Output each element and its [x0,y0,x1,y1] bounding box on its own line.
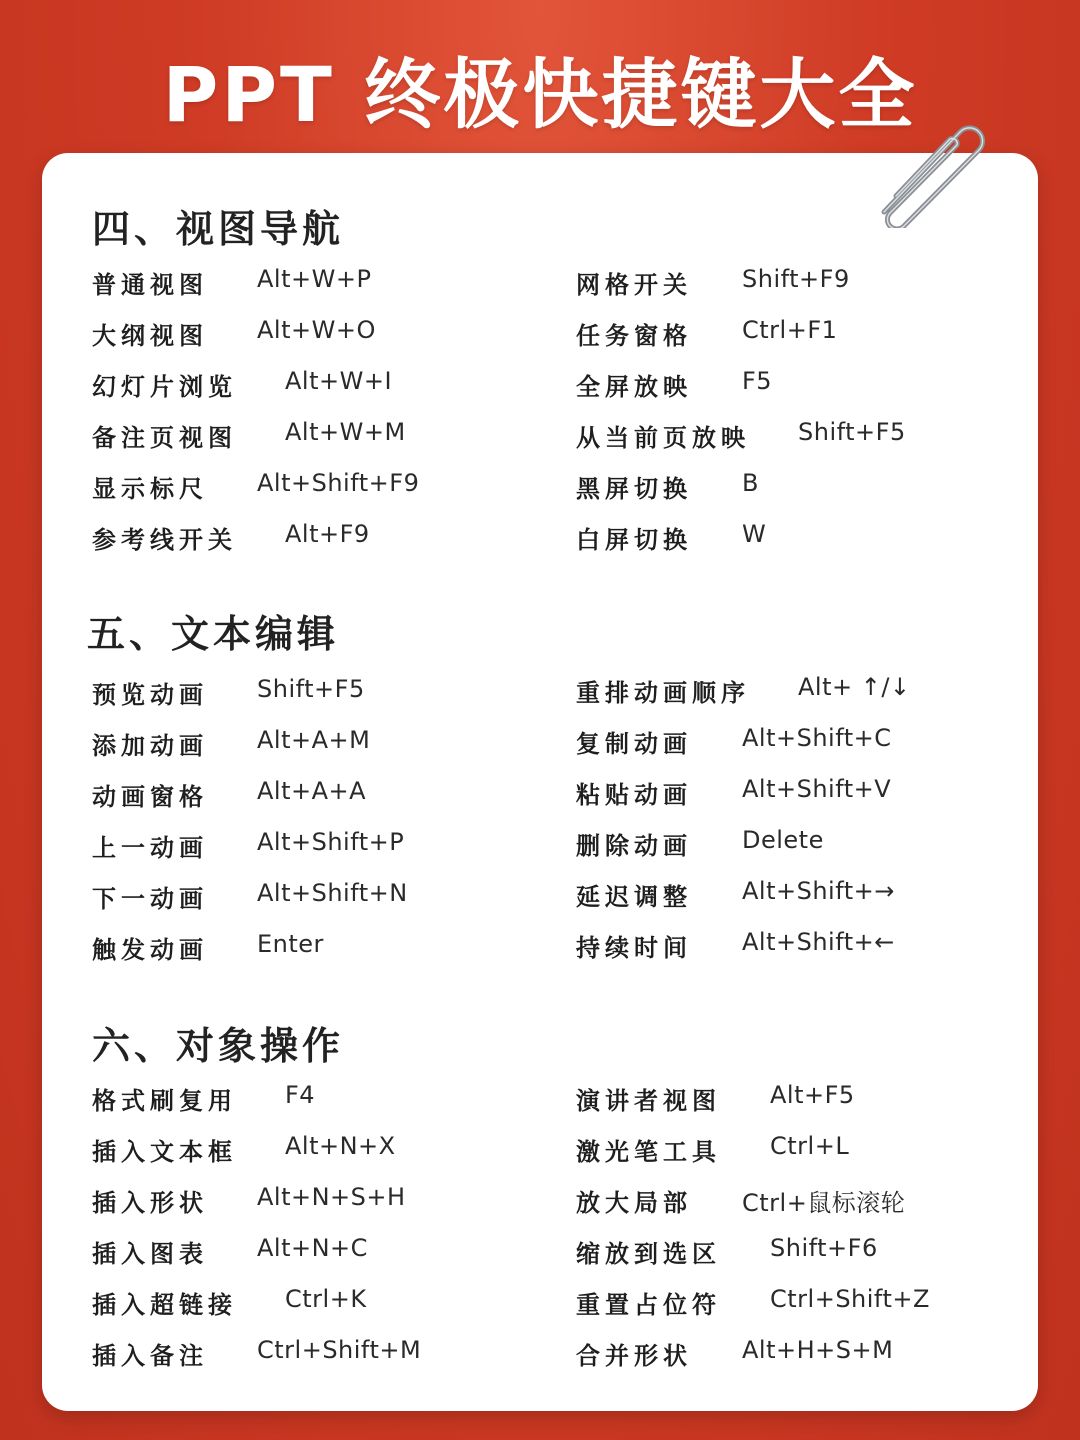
shortcut-key: Ctrl+F1 [742,316,838,344]
shortcut-key: Alt+N+X [285,1132,396,1160]
shortcut-label: 复制动画 [576,729,692,758]
shortcut-key: Delete [742,826,824,854]
shortcut-label: 插入图表 [92,1239,208,1268]
shortcut-label: 下一动画 [92,884,208,913]
shortcut-label: 重排动画顺序 [576,678,750,707]
shortcut-key: Alt+W+I [285,367,393,395]
shortcut-key: Ctrl+L [770,1132,850,1160]
list-item [576,877,996,917]
shortcut-key: Alt+Shift+F9 [257,469,420,497]
shortcut-label: 显示标尺 [92,474,208,503]
list-item [576,724,996,764]
shortcut-label: 格式刷复用 [92,1086,237,1115]
shortcut-label: 幻灯片浏览 [92,372,237,401]
shortcut-label: 预览动画 [92,680,208,709]
list-item [92,367,522,407]
list-item [576,418,996,458]
section-heading-view-navigation: 四、视图导航 [92,206,345,251]
shortcut-key: Ctrl+鼠标滚轮 [742,1189,906,1217]
shortcut-label: 参考线开关 [92,525,237,554]
list-item [92,1336,522,1376]
shortcut-label: 大纲视图 [92,321,208,350]
shortcut-label: 合并形状 [576,1341,692,1370]
shortcut-key: Alt+F5 [770,1081,855,1109]
list-item [92,726,522,766]
list-item [92,1183,522,1223]
list-item [576,1285,996,1325]
shortcut-label: 全屏放映 [576,372,692,401]
list-item [576,1132,996,1172]
shortcut-label: 添加动画 [92,731,208,760]
shortcut-label: 插入形状 [92,1188,208,1217]
shortcut-key: Alt+Shift+P [257,828,405,856]
list-item [92,777,522,817]
shortcut-key: Alt+Shift+V [742,775,892,803]
shortcut-card [42,153,1038,1411]
shortcut-key: Alt+ ↑/↓ [798,673,911,701]
shortcut-key: Alt+F9 [285,520,370,548]
list-item [92,1081,522,1121]
list-item [92,675,522,715]
shortcut-key: Shift+F5 [798,418,906,446]
list-item [92,265,522,305]
section-heading-text-editing: 五、文本编辑 [87,611,340,656]
shortcut-label: 删除动画 [576,831,692,860]
shortcut-label: 从当前页放映 [576,423,750,452]
shortcut-key: W [742,520,767,548]
shortcut-key: Shift+F9 [742,265,850,293]
shortcut-label: 放大局部 [576,1188,692,1217]
list-item [576,1081,996,1121]
shortcut-key: F5 [742,367,773,395]
list-item [576,265,996,305]
shortcut-label: 持续时间 [576,933,692,962]
shortcut-label: 备注页视图 [92,423,237,452]
shortcut-label: 激光笔工具 [576,1137,721,1166]
shortcut-label: 触发动画 [92,935,208,964]
list-item [92,1234,522,1274]
list-item [92,316,522,356]
shortcut-key: Alt+W+O [257,316,376,344]
list-item [576,367,996,407]
shortcut-label: 上一动画 [92,833,208,862]
shortcut-label: 重置占位符 [576,1290,721,1319]
paperclip-icon [862,108,987,228]
shortcut-key: Alt+H+S+M [742,1336,894,1364]
shortcut-label: 网格开关 [576,270,692,299]
shortcut-key: Alt+Shift+→ [742,877,895,905]
list-item [92,520,522,560]
shortcut-label: 插入文本框 [92,1137,237,1166]
shortcut-label: 缩放到选区 [576,1239,721,1268]
shortcut-key: Alt+Shift+← [742,928,895,956]
shortcut-key: Alt+Shift+C [742,724,892,752]
shortcut-label: 普通视图 [92,270,208,299]
shortcut-label: 插入备注 [92,1341,208,1370]
list-item [92,879,522,919]
page-title: PPT 终极快捷键大全 [162,50,918,139]
shortcut-key: Ctrl+Shift+M [257,1336,422,1364]
shortcut-key: Shift+F5 [257,675,365,703]
shortcut-key: Alt+A+M [257,726,371,754]
shortcut-label: 白屏切换 [576,525,692,554]
shortcut-key: Alt+W+M [285,418,406,446]
shortcut-key: Shift+F6 [770,1234,878,1262]
list-item [576,673,996,713]
shortcut-key: F4 [285,1081,316,1109]
shortcut-label: 演讲者视图 [576,1086,721,1115]
list-item [576,1234,996,1274]
list-item [92,828,522,868]
list-item [576,775,996,815]
section-heading-object-operations: 六、对象操作 [92,1023,345,1068]
shortcut-key: Ctrl+K [285,1285,367,1313]
shortcut-key: Alt+Shift+N [257,879,408,907]
shortcut-key: B [742,469,759,497]
shortcut-key: Alt+N+S+H [257,1183,406,1211]
shortcut-key: Ctrl+Shift+Z [770,1285,930,1313]
shortcut-label: 任务窗格 [576,321,692,350]
shortcut-key: Alt+N+C [257,1234,368,1262]
list-item [92,1285,522,1325]
list-item [576,826,996,866]
list-item [92,930,522,970]
list-item [576,1336,996,1376]
shortcut-key: Enter [257,930,324,958]
list-item [92,469,522,509]
shortcut-label: 插入超链接 [92,1290,237,1319]
list-item [576,316,996,356]
list-item [92,418,522,458]
shortcut-label: 黑屏切换 [576,474,692,503]
list-item [92,1132,522,1172]
shortcut-label: 动画窗格 [92,782,208,811]
shortcut-label: 延迟调整 [576,882,692,911]
list-item [576,928,996,968]
list-item [576,520,996,560]
list-item [576,1183,996,1223]
list-item [576,469,996,509]
shortcut-label: 粘贴动画 [576,780,692,809]
shortcut-key: Alt+A+A [257,777,367,805]
shortcut-key: Alt+W+P [257,265,372,293]
